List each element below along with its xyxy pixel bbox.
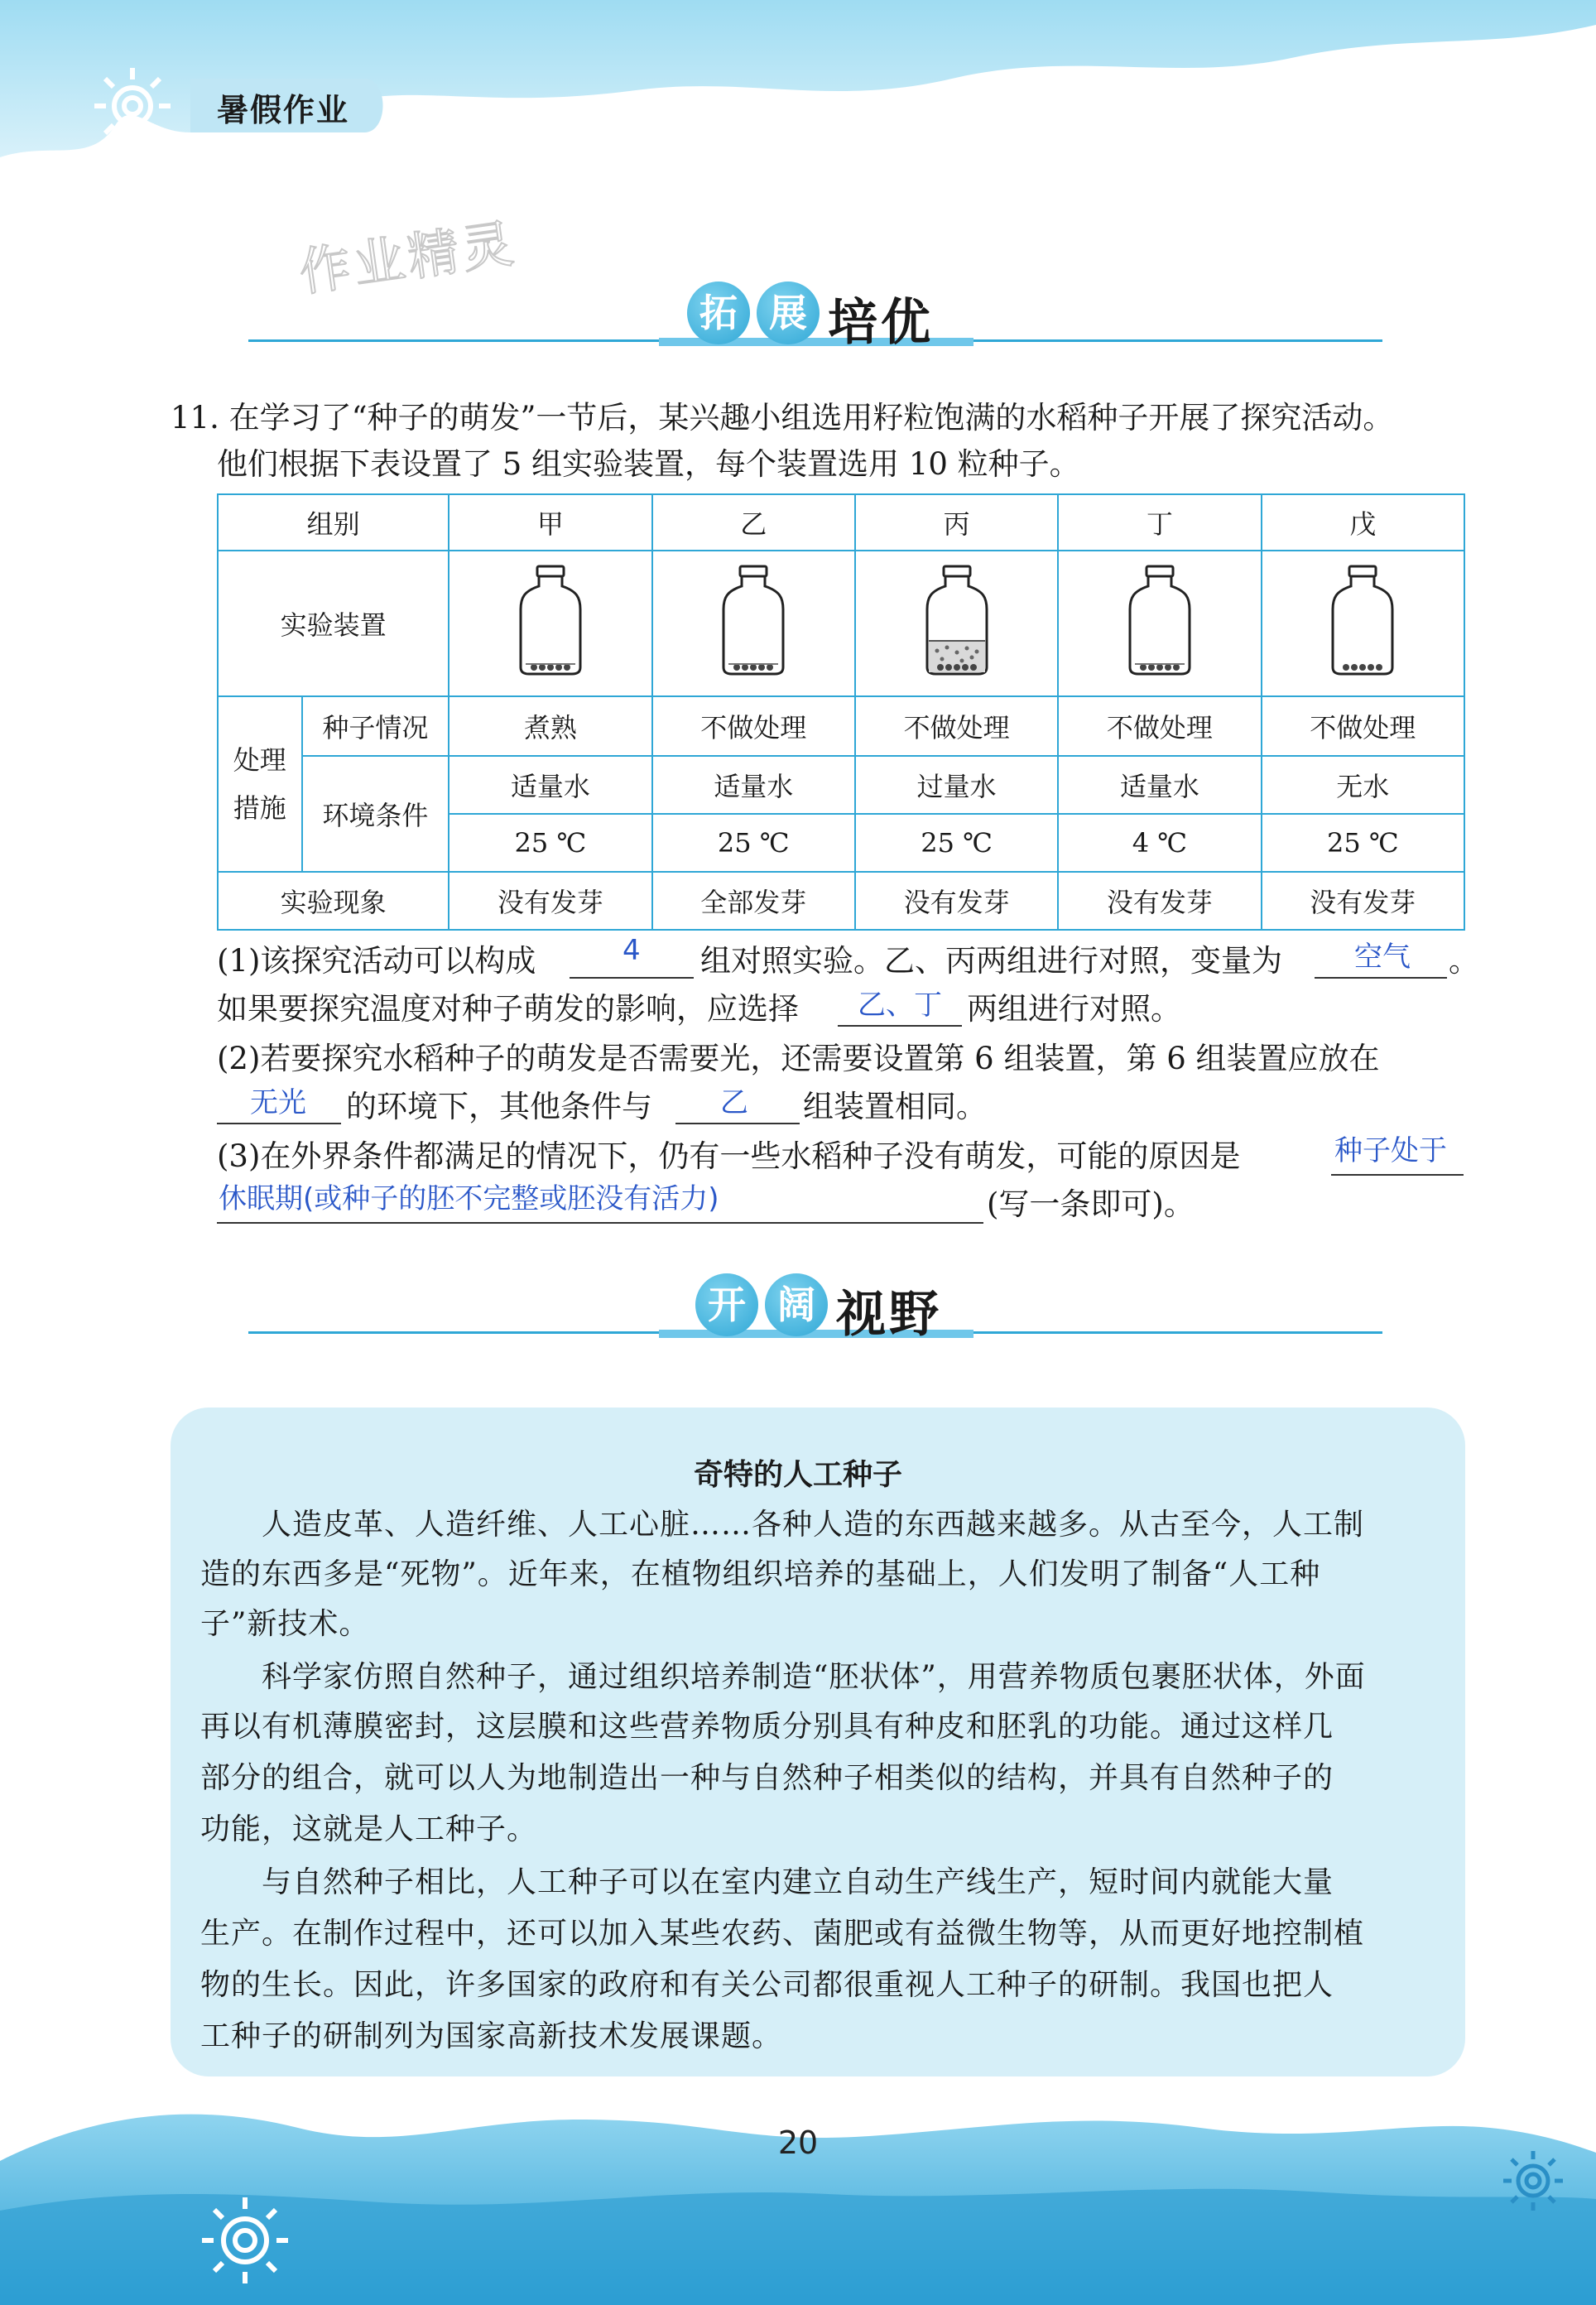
question-line-1: 11. 在学习了“种子的萌发”一节后，某兴趣小组选用籽粒饱满的水稻种子开展了探究活动。	[171, 400, 1394, 435]
answer-blank-6a	[1331, 1174, 1464, 1176]
jar-yi	[652, 551, 855, 696]
section-circle-2: 展	[757, 282, 820, 344]
table-group-header: 戊	[1262, 494, 1464, 551]
page-number: 20	[777, 2125, 819, 2161]
water-cell: 过量水	[855, 756, 1058, 814]
reading-line: 科学家仿照自然种子，通过组织培养制造“胚状体”，用营养物质包裹胚状体，外面	[200, 1660, 1366, 1694]
seed-cell: 不做处理	[1058, 696, 1261, 756]
table-group-header: 乙	[652, 494, 855, 551]
table-group-header: 甲	[449, 494, 651, 551]
temp-cell: 25 ℃	[1262, 814, 1464, 872]
section-title-kaikuo	[248, 1255, 1382, 1346]
jar-bing	[855, 551, 1058, 696]
section-circle-2: 阔	[765, 1273, 828, 1336]
answer-blank-3	[838, 1025, 962, 1027]
answer-blank-6b	[217, 1222, 983, 1224]
env-label: 环境条件	[302, 756, 449, 872]
result-cell: 没有发芽	[1058, 872, 1261, 930]
sub-question-1a: (1)该探究活动可以构成	[217, 943, 536, 979]
reading-line: 功能，这就是人工种子。	[200, 1812, 538, 1846]
section-circle-1: 开	[695, 1273, 758, 1336]
result-cell: 没有发芽	[449, 872, 651, 930]
header-label: 暑假作业	[217, 91, 350, 128]
answer-4: 无光	[250, 1086, 306, 1119]
sub-question-2c: 组装置相同。	[803, 1089, 987, 1124]
sub-question-2b: 的环境下，其他条件与	[346, 1089, 652, 1124]
seed-cell: 不做处理	[855, 696, 1058, 756]
seed-cell: 不做处理	[652, 696, 855, 756]
answer-6a: 种子处于	[1334, 1134, 1447, 1167]
answer-5: 乙	[720, 1086, 748, 1119]
sub-question-1d: 如果要探究温度对种子萌发的影响，应选择	[217, 991, 799, 1027]
temp-cell: 25 ℃	[449, 814, 651, 872]
seed-cell: 煮熟	[449, 696, 651, 756]
jar-wu	[1262, 551, 1464, 696]
device-label: 实验装置	[218, 551, 449, 696]
sub-question-1b: 组对照实验。乙、丙两组进行对照，变量为	[700, 943, 1282, 979]
sub-question-3a: (3)在外界条件都满足的情况下，仍有一些水稻种子没有萌发，可能的原因是	[217, 1138, 1241, 1174]
question-line-2: 他们根据下表设置了 5 组实验装置，每个装置选用 10 粒种子。	[217, 446, 1080, 482]
water-cell: 无水	[1262, 756, 1464, 814]
seed-label: 种子情况	[302, 696, 449, 756]
reading-line: 造的东西多是“死物”。近年来，在植物组织培养的基础上，人们发明了制备“人工种	[200, 1557, 1321, 1591]
section-title-text: 培优	[828, 294, 934, 352]
table-header-label: 组别	[218, 494, 449, 551]
answer-blank-4	[217, 1123, 341, 1124]
seed-cell: 不做处理	[1262, 696, 1464, 756]
result-cell: 没有发芽	[1262, 872, 1464, 930]
sub-question-3b: (写一条即可)。	[987, 1186, 1195, 1222]
sub-question-2a: (2)若要探究水稻种子的萌发是否需要光，还需要设置第 6 组装置，第 6 组装置应放在	[217, 1041, 1380, 1076]
answer-1: 4	[623, 934, 641, 967]
answer-blank-1	[570, 977, 694, 979]
result-label: 实验现象	[218, 872, 449, 930]
reading-line: 生产。在制作过程中，还可以加入某些农药、菌肥或有益微生物等，从而更好地控制植	[200, 1917, 1365, 1951]
sub-question-1e: 两组进行对照。	[967, 991, 1181, 1027]
treatment-label: 处理措施	[218, 696, 302, 872]
section-title-tuozhan	[248, 263, 1382, 354]
section-circle-1: 拓	[687, 282, 750, 344]
water-cell: 适量水	[449, 756, 651, 814]
temp-cell: 25 ℃	[652, 814, 855, 872]
reading-line: 人造皮革、人造纤维、人工心脏……各种人造的东西越来越多。从古至今，人工制	[200, 1508, 1365, 1542]
water-cell: 适量水	[652, 756, 855, 814]
reading-line: 工种子的研制列为国家高新技术发展课题。	[200, 2019, 783, 2053]
section-title-text: 视野	[836, 1286, 942, 1344]
temp-cell: 25 ℃	[855, 814, 1058, 872]
temp-cell: 4 ℃	[1058, 814, 1261, 872]
reading-title: 奇特的人工种子	[693, 1458, 902, 1492]
jar-ding	[1058, 551, 1261, 696]
reading-line: 部分的组合，就可以人为地制造出一种与自然种子相类似的结构，并具有自然种子的	[200, 1761, 1334, 1795]
answer-blank-5	[675, 1123, 800, 1124]
answer-6b: 休眠期(或种子的胚不完整或胚没有活力)	[219, 1182, 719, 1215]
water-cell: 适量水	[1058, 756, 1261, 814]
answer-blank-2	[1315, 977, 1447, 979]
table-group-header: 丙	[855, 494, 1058, 551]
answer-3: 乙、丁	[858, 989, 942, 1022]
jar-jia	[449, 551, 651, 696]
watermark-text: 作业精灵	[295, 212, 521, 303]
sub-question-1c: 。	[1449, 943, 1479, 979]
reading-line: 再以有机薄膜密封，这层膜和这些营养物质分别具有种皮和胚乳的功能。通过这样几	[200, 1710, 1334, 1744]
experiment-table	[217, 493, 1465, 931]
reading-line: 物的生长。因此，许多国家的政府和有关公司都很重视人工种子的研制。我国也把人	[200, 1968, 1334, 2002]
reading-line: 与自然种子相比，人工种子可以在室内建立自动生产线生产，短时间内就能大量	[200, 1865, 1334, 1899]
result-cell: 没有发芽	[855, 872, 1058, 930]
answer-2: 空气	[1354, 941, 1411, 974]
result-cell: 全部发芽	[652, 872, 855, 930]
reading-line: 子”新技术。	[200, 1607, 370, 1641]
table-group-header: 丁	[1058, 494, 1261, 551]
